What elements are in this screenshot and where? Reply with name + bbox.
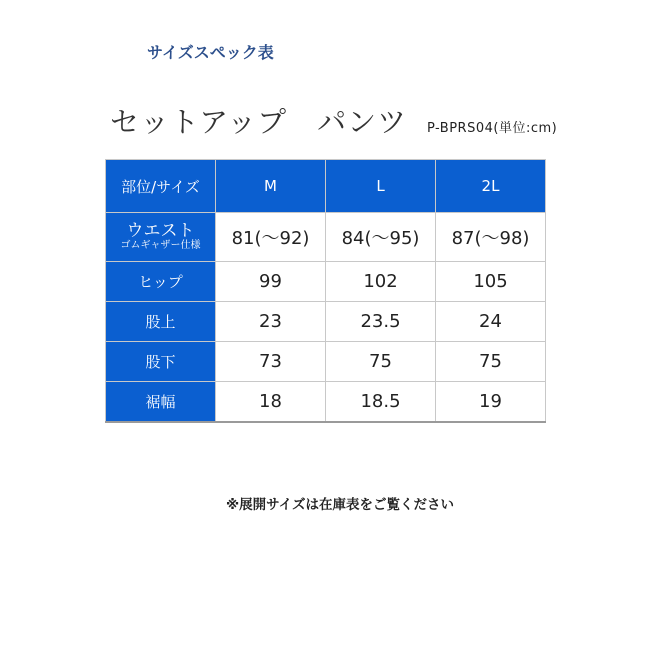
table-row-rise <box>106 302 546 342</box>
table-cell: 18.5 <box>326 382 436 423</box>
table-cell: 75 <box>326 342 436 382</box>
table-cell: 18 <box>216 382 326 423</box>
waist-sublabel: ゴムギャザー仕様 <box>120 240 201 251</box>
table-cell: 73 <box>216 342 326 382</box>
table-cell: 23 <box>216 302 326 342</box>
table-cell: 102 <box>326 262 436 302</box>
product-code: P-BPRS04(単位:cm) <box>427 121 558 136</box>
row-label-inseam: 股下 <box>106 342 216 382</box>
table-row-inseam <box>106 342 546 382</box>
table-cell: 99 <box>216 262 326 302</box>
size-spec-table <box>105 159 546 423</box>
spec-table-label: サイズスペック表 <box>147 43 274 62</box>
row-label-waist <box>106 213 216 262</box>
stock-note: ※展開サイズは在庫表をご覧ください <box>225 497 455 513</box>
waist-label: ウエスト <box>126 221 195 241</box>
table-row-waist <box>106 213 546 262</box>
table-row-hem-width <box>106 382 546 423</box>
table-cell: 87(〜98) <box>436 213 546 262</box>
row-label-rise: 股上 <box>106 302 216 342</box>
size-header-m: M <box>216 160 326 213</box>
table-header-row <box>106 160 546 213</box>
table-row-hip <box>106 262 546 302</box>
table-cell: 105 <box>436 262 546 302</box>
size-header-2l: 2L <box>436 160 546 213</box>
corner-header: 部位/サイズ <box>106 160 216 213</box>
row-label-hem-width: 裾幅 <box>106 382 216 423</box>
table-cell: 19 <box>436 382 546 423</box>
table-cell: 23.5 <box>326 302 436 342</box>
row-label-hip: ヒップ <box>106 262 216 302</box>
table-cell: 24 <box>436 302 546 342</box>
table-cell: 75 <box>436 342 546 382</box>
product-title: セットアップ パンツ <box>110 105 408 139</box>
size-header-l: L <box>326 160 436 213</box>
table-cell: 81(〜92) <box>216 213 326 262</box>
table-cell: 84(〜95) <box>326 213 436 262</box>
